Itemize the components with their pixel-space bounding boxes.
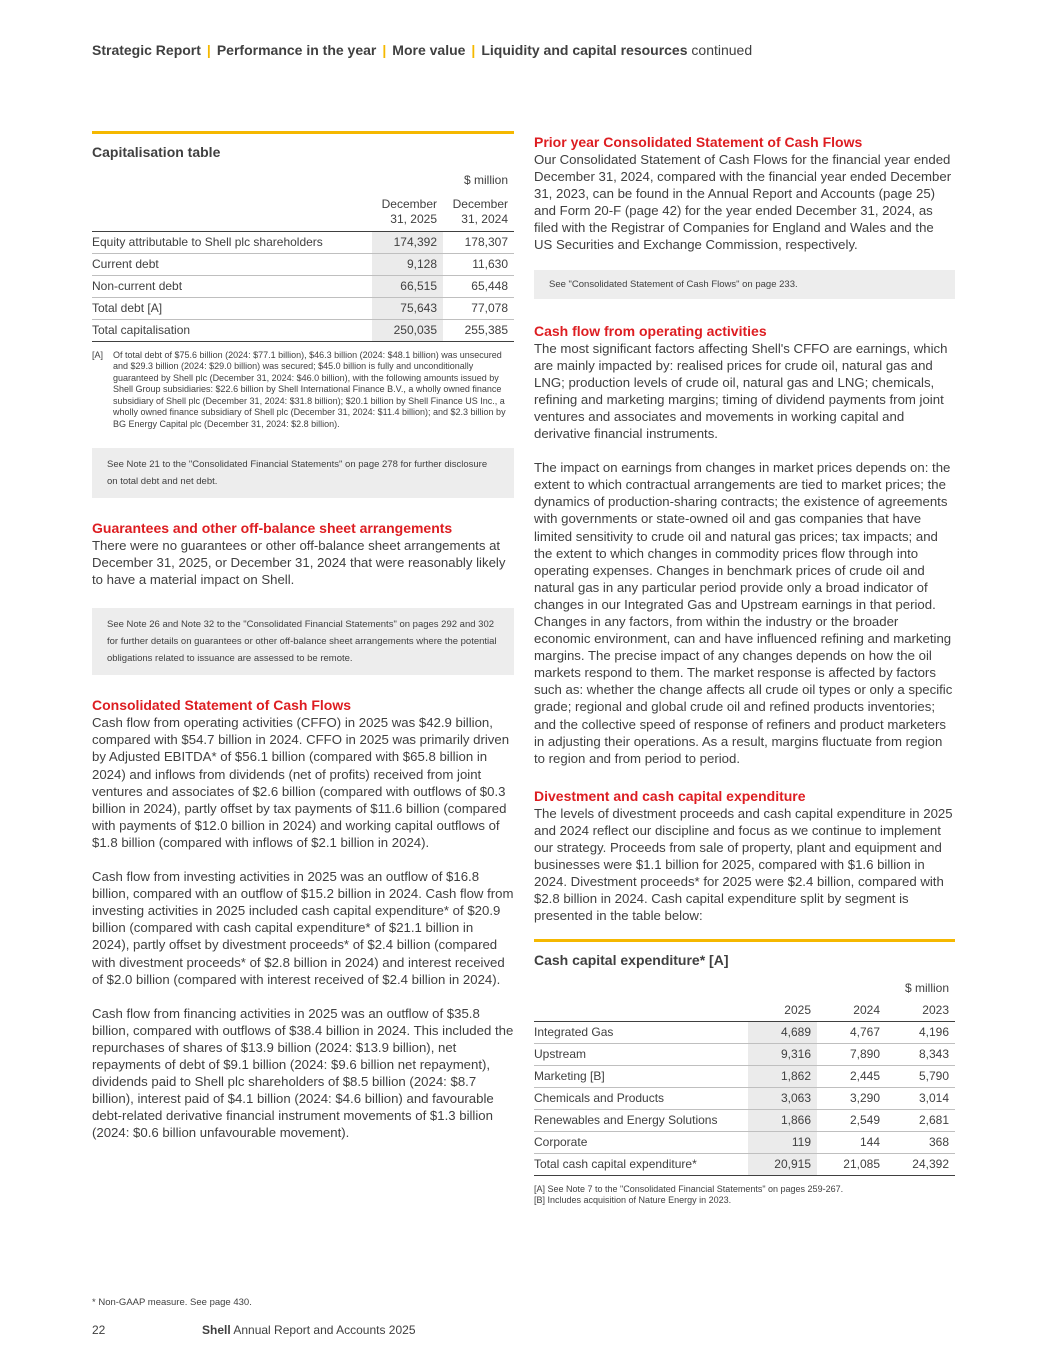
- value-2024: 11,630: [443, 253, 514, 275]
- cashflows-callout: See "Consolidated Statement of Cash Flows" on page 233.: [534, 270, 955, 299]
- breadcrumb-liquidity[interactable]: Liquidity and capital resources: [481, 42, 688, 58]
- breadcrumb-separator: |: [382, 42, 387, 58]
- non-gaap-footnote: * Non-GAAP measure. See page 430.: [92, 1297, 252, 1308]
- breadcrumb-more-value[interactable]: More value: [392, 42, 466, 58]
- capex-footnote-a: [A] See Note 7 to the "Consolidated Financial Statements" on pages 259-267.: [534, 1183, 844, 1194]
- value-2023: 5,790: [886, 1065, 955, 1087]
- value-2025: 3,063: [748, 1087, 817, 1109]
- value-2024: 255,385: [443, 319, 514, 341]
- header-row: [92, 191, 514, 231]
- table-row-total: [534, 1153, 955, 1175]
- table-row: [534, 1043, 955, 1065]
- right-column: [534, 131, 955, 1207]
- breadcrumb-separator: |: [471, 42, 476, 58]
- divestment-text: The levels of divestment proceeds and cash capital expenditure in 2025 and 2024 reflect our discipline and focus as we continue to implement our strategy. Proceeds from sale of property, plant and equipment and businesses were $1.1 billion for 2025, compared with $1.6 billion in 2024. Divestment proceeds* for 2025 were $2.4 billion, compared with $2.8 billion in 2024. Cash capital expenditure split by segment is presented in the table below:: [534, 805, 953, 924]
- table-row: [534, 1021, 955, 1043]
- row-label: Chemicals and Products: [534, 1087, 748, 1109]
- note26-callout: See Note 26 and Note 32 to the "Consolidated Financial Statements" on pages 292 and 302 for further details on guarantees or other off-balance sheet arrangements where the potential obligations related to issuance are assessed to be remote.: [92, 608, 514, 675]
- value-2023: 368: [886, 1131, 955, 1153]
- cashflows-paragraph-1: Cash flow from operating activities (CFFO) in 2025 was $42.9 billion, compared with $54.7 billion in 2024. CFFO in 2025 was primarily driven by Adjusted EBITDA* of $56.1 billion (compared with $65.8 billion in 2024) and inflows from dividends (net of profits) received from joint ventures and associates of $2.6 billion (compared with outflows of $0.3 billion in 2024), partly offset by tax payments of $11.6 billion (compared with payments of $12.0 billion in 2024) and working capital outflows of $1.8 billion (compared with inflows of $2.1 billion in 2024).: [92, 715, 510, 850]
- value-2025: 9,316: [748, 1043, 817, 1065]
- value-2024: 2,445: [817, 1065, 886, 1087]
- value-2024: 144: [817, 1131, 886, 1153]
- breadcrumb-performance[interactable]: Performance in the year: [216, 42, 377, 58]
- column-header-2024: December 31, 2024: [443, 191, 514, 231]
- unit-row: [534, 977, 955, 999]
- value-2024: 77,078: [443, 297, 514, 319]
- row-label: Upstream: [534, 1043, 748, 1065]
- column-header-2024: 2024: [817, 999, 886, 1021]
- value-2023: 4,196: [886, 1021, 955, 1043]
- value-2025: 66,515: [372, 275, 443, 297]
- value-2025: 174,392: [372, 231, 443, 253]
- table-row: [92, 297, 514, 319]
- left-column: [92, 131, 514, 1141]
- row-label: Total debt [A]: [92, 297, 372, 319]
- value-2023: 3,014: [886, 1087, 955, 1109]
- table-row: [92, 253, 514, 275]
- value-2025: 20,915: [748, 1153, 817, 1175]
- unit-row: [92, 169, 514, 191]
- capitalisation-table-rule: [92, 131, 514, 134]
- column-header-2023: 2023: [886, 999, 955, 1021]
- column-header-2025: 2025: [748, 999, 817, 1021]
- unit-label: $ million: [463, 173, 508, 187]
- cashflows-heading: Consolidated Statement of Cash Flows: [92, 697, 352, 714]
- row-label: Integrated Gas: [534, 1021, 748, 1043]
- capex-table: [534, 977, 955, 1176]
- capex-table-title: Cash capital expenditure* [A]: [534, 952, 729, 969]
- table-row: [534, 1065, 955, 1087]
- table-row: [92, 231, 514, 253]
- capitalisation-footnote: [92, 350, 514, 431]
- table-row: [534, 1109, 955, 1131]
- row-label: Total capitalisation: [92, 319, 372, 341]
- value-2023: 24,392: [886, 1153, 955, 1175]
- row-label: Non-current debt: [92, 275, 372, 297]
- value-2025: 1,862: [748, 1065, 817, 1087]
- footnote-text: Of total debt of $75.6 billion (2024: $77.1 billion), $46.3 billion (2024: $48.1 billion) was unsecured and $29.3 billion (2024: $29.0 billion) was secured; $45.0 billion is fully and unconditionally guaranteed by Shell plc (December 31, 2024: $46.0 billion), with the following amounts issued by Shell Group subsidiaries: $22.6 billion by Shell International Finance B.V., a wholly owned finance subsidiary of Shell plc (December 31, 2024: $31.8 billion); $20.1 billion by Shell Finance US Inc., a wholly owned finance subsidiary of Shell plc (December 31, 2024: $11.4 billion); and $2.3 billion by BG Energy Capital plc (December 31, 2024: $2.8 billion).: [113, 349, 506, 429]
- unit-label: $ million: [904, 981, 949, 996]
- guarantees-heading: Guarantees and other off-balance sheet arrangements: [92, 520, 453, 536]
- prior-year-heading: Prior year Consolidated Statement of Cash Flows: [534, 134, 863, 150]
- table-row: [92, 275, 514, 297]
- cashflows-paragraph-3: Cash flow from financing activities in 2025 was an outflow of $35.8 billion, compared with outflows of $38.4 billion in 2024. This included the repurchases of shares of $13.9 billion (2024: $13.9 billion), net repayments of debt of $9.1 billion (2024: $9.6 billion net repayment), dividends paid to Shell plc shareholders of $8.5 billion (2024: $8.7 billion), interest paid of $4.1 billion (2024: $4.6 billion) and favourable debt-related derivative financial instrument movements of $1.3 billion (2024: $0.6 billion unfavourable movement).: [92, 1005, 514, 1141]
- value-2024: 4,767: [817, 1021, 886, 1043]
- guarantees-text: There were no guarantees or other off-balance sheet arrangements at December 31, 2025, or December 31, 2024 that were reasonably likely to have a material impact on Shell.: [92, 538, 506, 588]
- value-2025: 4,689: [748, 1021, 817, 1043]
- row-label: Renewables and Energy Solutions: [534, 1109, 748, 1131]
- value-2024: 178,307: [443, 231, 514, 253]
- value-2025: 75,643: [372, 297, 443, 319]
- capex-table-rule: [534, 939, 955, 942]
- capitalisation-table: [92, 169, 514, 342]
- operating-paragraph-1: The most significant factors affecting Shell's CFFO are earnings, which are mainly impacted by: realised prices for crude oil, natural gas and LNG; production levels of crude oil, natural gas and LNG; chemicals, refining and marketing margins; timing of dividend payments from joint ventures and associates and movements in working capital and derivative financial instruments.: [534, 340, 948, 442]
- value-2024: 2,549: [817, 1109, 886, 1131]
- prior-year-text: Our Consolidated Statement of Cash Flows for the financial year ended December 31, 2024, compared with the financial year ended December 31, 2023, can be found in the Annual Report and Accounts (page 25) and Form 20-F (page 42) for the year ended December 31, 2024, as filed with the Registrar of Companies for England and Wales and the US Securities and Exchange Commission, respectively.: [534, 152, 952, 253]
- capex-footnote-b: [B] Includes acquisition of Nature Energy in 2023.: [534, 1195, 732, 1206]
- value-2023: 8,343: [886, 1043, 955, 1065]
- breadcrumb-separator: |: [206, 42, 211, 58]
- value-2025: 250,035: [372, 319, 443, 341]
- table-row: [534, 1087, 955, 1109]
- row-label: Total cash capital expenditure*: [534, 1153, 748, 1175]
- value-2023: 2,681: [886, 1109, 955, 1131]
- footer-title: Annual Report and Accounts 2025: [233, 1323, 416, 1337]
- breadcrumb: [92, 42, 752, 58]
- row-label: Marketing [B]: [534, 1065, 748, 1087]
- note21-callout: See Note 21 to the "Consolidated Financial Statements" on page 278 for further disclosure on total debt and net debt.: [92, 448, 514, 498]
- value-2025: 9,128: [372, 253, 443, 275]
- table-row-total: [92, 319, 514, 341]
- value-2025: 1,866: [748, 1109, 817, 1131]
- table-row: [534, 1131, 955, 1153]
- value-2024: 3,290: [817, 1087, 886, 1109]
- operating-heading: Cash flow from operating activities: [534, 322, 767, 339]
- breadcrumb-strategic-report[interactable]: Strategic Report: [92, 42, 201, 58]
- value-2024: 65,448: [443, 275, 514, 297]
- capitalisation-table-title: Capitalisation table: [92, 144, 221, 160]
- cashflows-paragraph-2: Cash flow from investing activities in 2025 was an outflow of $16.8 billion, compared with an outflow of $15.2 billion in 2024. Cash flow from investing activities in 2025 included cash capital expenditure* of $20.9 billion (compared with cash capital expenditure* of $21.1 billion in 2024), partly offset by divestment proceeds* of $2.4 billion (compared with divestment proceeds* of $2.8 billion in 2024) and interest received of $2.0 billion (compared with interest received of $2.4 billion in 2024).: [92, 869, 514, 987]
- row-label: Equity attributable to Shell plc shareholders: [92, 231, 372, 253]
- header-row: [534, 999, 955, 1021]
- value-2024: 21,085: [817, 1153, 886, 1175]
- operating-paragraph-2: The impact on earnings from changes in market prices depends on: the extent to which contractual arrangements are tied to market prices; the dynamics of production-sharing contracts; the existence of agreements with governments or state-owned oil and gas companies that have limited sensitivity to crude oil and natural gas prices; tax impacts; and the extent to which changes in commodity prices flow through into operating expenses. Changes in benchmark prices of crude oil and natural gas in any particular period provide only a broad indicator of changes in our Integrated Gas and Upstream earnings in that period. Changes in any factors, from within the industry or the broader economic environment, can and have influenced refining and marketing margins. The precise impact of any changes depends on how the oil markets respond to them. The market response is affected by factors such as: whether the change affects all crude oil types or only a specific grade; regional and global crude oil and refined products inventories; and the collective speed of response of refiners and product marketers in adjusting their operations. As a result, margins fluctuate from region to region and from period to period.: [534, 460, 953, 766]
- value-2025: 119: [748, 1131, 817, 1153]
- value-2024: 7,890: [817, 1043, 886, 1065]
- divestment-heading: Divestment and cash capital expenditure: [534, 787, 806, 804]
- breadcrumb-continued: continued: [691, 42, 753, 58]
- page-number: 22: [92, 1323, 106, 1337]
- row-label: Current debt: [92, 253, 372, 275]
- page-footer: [92, 1323, 416, 1337]
- footer-brand: Shell: [202, 1323, 231, 1337]
- row-label: Corporate: [534, 1131, 748, 1153]
- column-header-2025: December 31, 2025: [372, 191, 443, 231]
- footnote-label: [A]: [92, 349, 104, 360]
